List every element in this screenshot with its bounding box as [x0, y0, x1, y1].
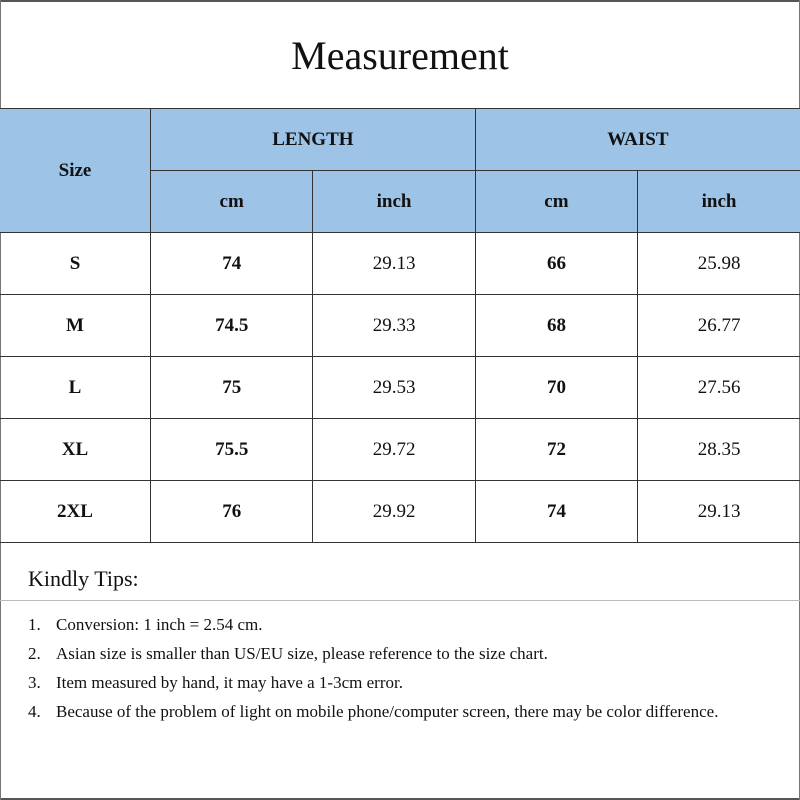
length-inch-cell: 29.33: [313, 295, 475, 357]
length-cm-cell: 75: [151, 357, 313, 419]
size-cell: 2XL: [0, 481, 151, 543]
tip-text: Asian size is smaller than US/EU size, please reference to the size chart.: [56, 644, 548, 663]
table-row: [0, 233, 800, 295]
length-cm-cell: 75.5: [151, 419, 313, 481]
page-title: Measurement: [291, 33, 509, 78]
waist-cm-cell: 68: [475, 295, 637, 357]
size-cell: S: [0, 233, 151, 295]
list-item: [28, 668, 728, 697]
size-column-header: Size: [0, 109, 151, 233]
table-row: [0, 295, 800, 357]
length-inch-header: inch: [313, 171, 475, 233]
length-cm-header: cm: [151, 171, 313, 233]
frame-top-border: [0, 0, 800, 2]
list-item: [28, 610, 728, 639]
size-cell: M: [0, 295, 151, 357]
length-group-header: LENGTH: [151, 109, 476, 171]
waist-cm-cell: 72: [475, 419, 637, 481]
waist-inch-header: inch: [638, 171, 800, 233]
table-header-row: [0, 109, 800, 171]
table-row: [0, 357, 800, 419]
waist-inch-cell: 26.77: [638, 295, 800, 357]
waist-group-header: WAIST: [475, 109, 800, 171]
waist-cm-cell: 66: [475, 233, 637, 295]
waist-inch-cell: 25.98: [638, 233, 800, 295]
table-row: [0, 419, 800, 481]
length-cm-cell: 76: [151, 481, 313, 543]
list-item: [28, 697, 728, 726]
waist-cm-cell: 74: [475, 481, 637, 543]
tip-text: Conversion: 1 inch = 2.54 cm.: [56, 615, 263, 634]
waist-inch-cell: 29.13: [638, 481, 800, 543]
waist-cm-cell: 70: [475, 357, 637, 419]
waist-cm-header: cm: [475, 171, 637, 233]
length-inch-cell: 29.13: [313, 233, 475, 295]
tip-number: 1.: [28, 615, 41, 634]
tip-number: 2.: [28, 644, 41, 663]
tip-number: 3.: [28, 673, 41, 692]
length-cm-cell: 74: [151, 233, 313, 295]
list-item: [28, 639, 728, 668]
tip-text: Item measured by hand, it may have a 1-3cm error.: [56, 673, 403, 692]
length-inch-cell: 29.72: [313, 419, 475, 481]
tip-number: 4.: [28, 702, 41, 721]
tip-text: Because of the problem of light on mobile phone/computer screen, there may be color difference.: [56, 702, 719, 721]
size-chart-table: [0, 108, 800, 543]
length-cm-cell: 74.5: [151, 295, 313, 357]
waist-inch-cell: 27.56: [638, 357, 800, 419]
tips-divider: [0, 600, 800, 601]
table-row: [0, 481, 800, 543]
tips-list: [28, 610, 728, 726]
length-inch-cell: 29.53: [313, 357, 475, 419]
size-cell: XL: [0, 419, 151, 481]
length-inch-cell: 29.92: [313, 481, 475, 543]
tips-title: Kindly Tips:: [28, 566, 139, 591]
waist-inch-cell: 28.35: [638, 419, 800, 481]
size-cell: L: [0, 357, 151, 419]
